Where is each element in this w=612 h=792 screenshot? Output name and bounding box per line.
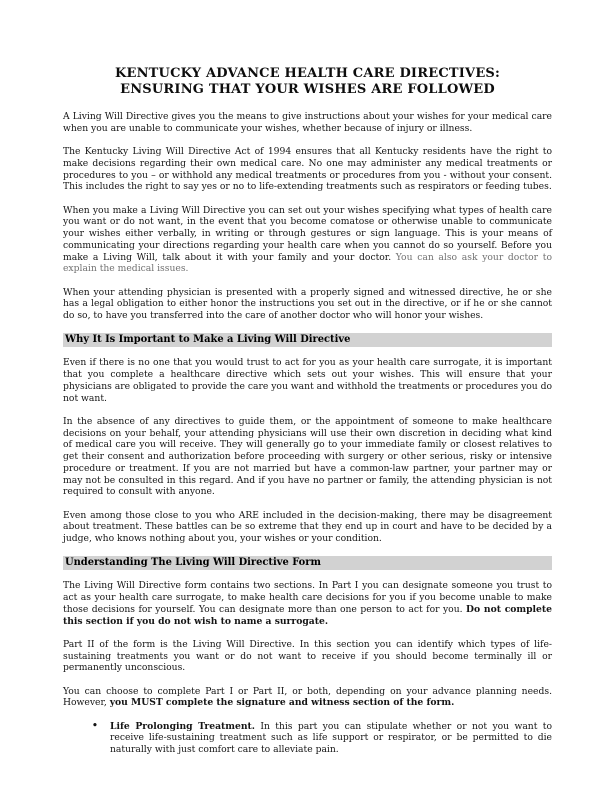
paragraph-physician-obligation: When your attending physician is presented with a properly signed and witnessed directive, he or she has a legal obligation to either honor the instructions you set out in the directive, or if he or she cannot do so, to have you transferred into the care of another doctor who will honor your wishes. xyxy=(63,286,552,321)
paragraph-intro: A Living Will Directive gives you the means to give instructions about your wishes for your medical care when you are unable to communicate your wishes, whether because of injury or illness. xyxy=(63,111,552,134)
paragraph-act-of-1994: The Kentucky Living Will Directive Act of 1994 ensures that all Kentucky residents have the right to make decisions regarding their own medical care. No one may administer any medical treatments or procedures to you – or withhold any medical treatments or procedures from you - without your consent. This includes the right to say yes or no to life-extending treatments such as respirators or feeding tubes. xyxy=(63,146,552,193)
paragraph-form-part1-bold-warning: Do not complete this section if you do not wish to name a surrogate. xyxy=(63,603,552,627)
paragraph-making-directive-main: When you make a Living Will Directive you can set out your wishes specifying what types of health care you want or do not want, in the event that you become comatose or otherwise unable to communicate your wishes either verbally, in writing or through gestures or sign language. This is your means of communicating your directions regarding your health care when you cannot do so yourself. Before you make a Living Will, talk about it with your family and your doctor. xyxy=(63,204,552,263)
document-title xyxy=(63,66,552,97)
document-title-line1: KENTUCKY ADVANCE HEALTH CARE DIRECTIVES: xyxy=(114,66,501,81)
bullet-life-prolonging-treatment xyxy=(63,721,552,756)
section-heading-why-important: Why It Is Important to Make a Living Will Directive xyxy=(63,333,552,347)
paragraph-disagreement: Even among those close to you who ARE included in the decision-making, there may be disagreement about treatment. These battles can be so extreme that they end up in court and have to be decided by a judge, who knows nothing about you, your wishes or your condition. xyxy=(63,509,552,544)
document-title-line2: ENSURING THAT YOUR WISHES ARE FOLLOWED xyxy=(120,81,495,97)
bullet-body-text: In this part you can stipulate whether or not you want to receive life-sustaining treatment such as life support or respirator, or be permitted to die naturally with just comfort care to alleviate pain. xyxy=(110,720,552,755)
bullet-icon: • xyxy=(92,719,98,731)
bullet-lead-bold: Life Prolonging Treatment. xyxy=(110,720,255,732)
section-heading-understanding-form: Understanding The Living Will Directive Form xyxy=(63,556,552,570)
paragraph-making-directive xyxy=(63,205,552,276)
paragraph-absence-of-directives: In the absence of any directives to guide them, or the appointment of someone to make healthcare decisions on your behalf, your attending physicians will use their own discretion in deciding what kind of medical care you will receive. They will generally go to your immediate family or closest relatives to get their consent and authorization before proceeding with surgery or other serious, risky or intensive procedure or treatment. If you are not married but have a common-law partner, your partner may or may not be consulted in this regard. And if you have no partner or family, the attending physician is not required to consult with anyone. xyxy=(63,415,552,498)
paragraph-form-part1-main: The Living Will Directive form contains two sections. In Part I you can designate someone you trust to act as your health care surrogate, to make health care decisions for you if you become unable to make those decisions for yourself. You can designate more than one person to act for you. xyxy=(63,580,552,615)
page-content xyxy=(63,66,552,756)
paragraph-making-directive-gray-note: You can also ask your doctor to explain the medical issues. xyxy=(63,251,552,275)
paragraph-choose-parts-main: You can choose to complete Part I or Part II, or both, depending on your advance planning needs. However, xyxy=(63,685,552,709)
paragraph-form-part1 xyxy=(63,580,552,627)
paragraph-choose-parts-bold-must: you MUST complete the signature and witness section of the form. xyxy=(109,697,455,709)
paragraph-choose-parts xyxy=(63,686,552,710)
paragraph-form-part2: Part II of the form is the Living Will Directive. In this section you can identify which types of life-sustaining treatments you want or do not want to receive if you should become terminally ill or permanently unconscious. xyxy=(63,638,552,674)
paragraph-no-surrogate: Even if there is no one that you would trust to act for you as your health care surrogate, it is important that you complete a healthcare directive which sets out your wishes. This will ensure that your physicians are obligated to provide the care you want and withhold the treatments or procedures you do not want. xyxy=(63,357,552,404)
